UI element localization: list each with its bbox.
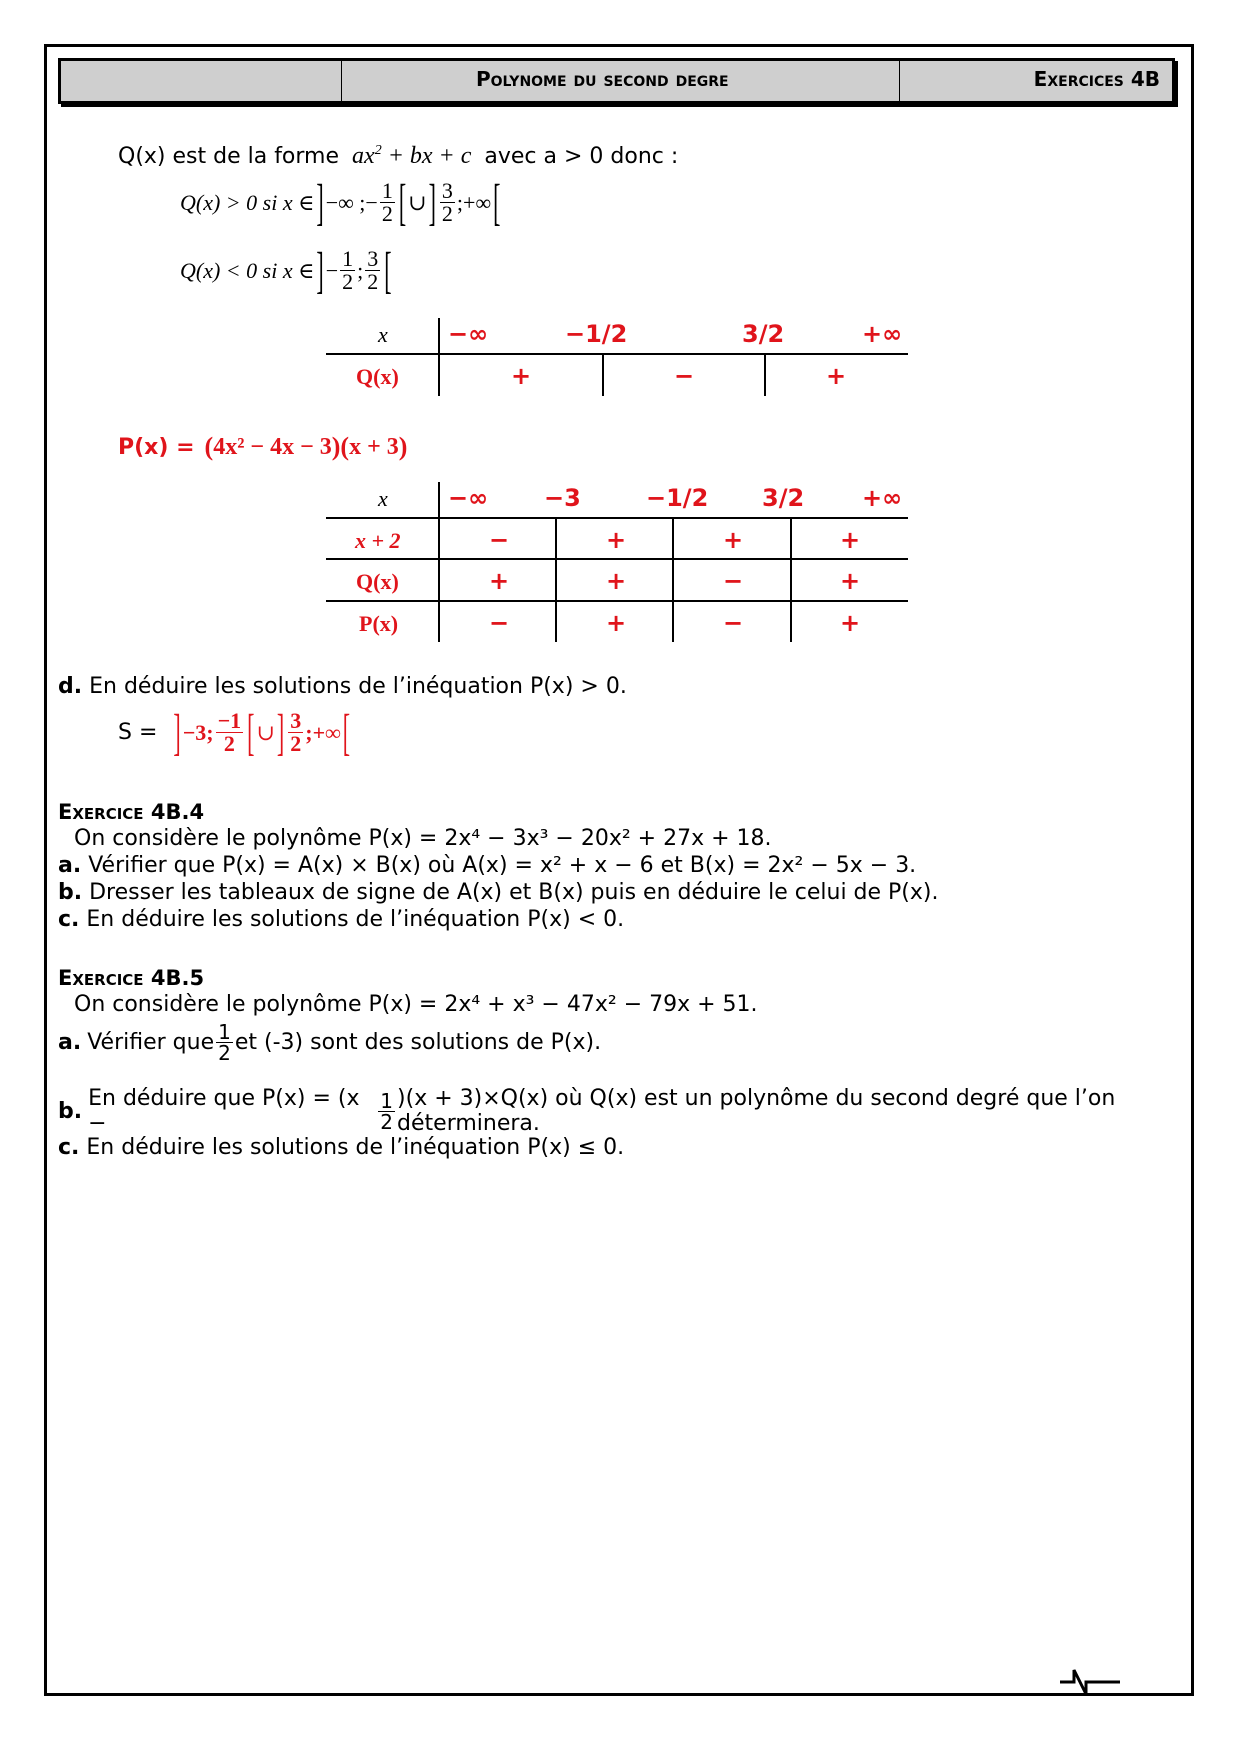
header-title: Polynome du second degre: [476, 67, 729, 91]
exercise-4b4-c: [58, 907, 624, 932]
p-factor-expr2: x + 3: [349, 433, 399, 460]
table2-sign: +: [840, 609, 861, 637]
frac-num: −1: [217, 708, 242, 733]
table2-sign: +: [489, 567, 510, 595]
table-rule: [326, 517, 908, 519]
page-header: [58, 58, 1175, 104]
question-letter: b.: [58, 1098, 83, 1124]
question-letter: a.: [58, 1030, 82, 1055]
table2-sign: −: [723, 609, 744, 637]
p-factor-label: P(x) =: [118, 434, 195, 460]
frac-num: 1: [381, 178, 393, 203]
solution-label: S =: [118, 720, 158, 745]
table-rule: [602, 355, 604, 396]
q-intro: [118, 143, 678, 170]
table-rule: [672, 519, 674, 642]
header-divider: [341, 61, 342, 101]
frac-den: 2: [223, 731, 235, 756]
question-text: En déduire les solutions de l’inéquation P(x) > 0.: [89, 674, 627, 699]
question-text: Vérifier que: [87, 1030, 215, 1055]
exercise-4b4-b: [58, 880, 938, 905]
table1-sign: +: [826, 362, 847, 390]
q-pos-part: −∞ ;−: [325, 189, 378, 215]
corner-mark-icon: [1060, 1666, 1120, 1696]
exercise-4b4-a: [58, 853, 916, 878]
table2-sign: +: [606, 609, 627, 637]
frac-num: 1: [342, 246, 354, 271]
question-text: )(x + 3)×Q(x) où Q(x) est un polynôme du second degré que l’on déterminera.: [397, 1086, 1116, 1136]
exercise-4b5-c: [58, 1135, 624, 1160]
table1-x-label: x: [378, 322, 388, 347]
table2-sign: +: [606, 567, 627, 595]
q-intro-prefix: Q(x) est de la forme: [118, 144, 340, 169]
frac-num: 3: [367, 246, 379, 271]
union-symbol: ∪: [256, 719, 275, 745]
q-negative-line: Q(x) < 0 si x ∈ ] − $\frac{1}{2}$ ; $\frac{3}{2}$ [: [180, 240, 392, 299]
table2-x-value: +∞: [862, 484, 903, 512]
table2-x-value: 3/2: [762, 484, 805, 512]
table2-sign: +: [840, 567, 861, 595]
exercise-4b4-intro: On considère le polynôme P(x) = 2x⁴ − 3x³ − 20x² + 27x + 18.: [74, 826, 772, 851]
q-neg-label: Q(x) < 0 si x ∈: [180, 257, 315, 283]
frac-num: 3: [441, 178, 453, 203]
table1-sign: +: [511, 362, 532, 390]
table-rule: [326, 353, 908, 355]
question-letter: c.: [58, 1135, 80, 1160]
table-rule: [438, 482, 440, 642]
header-section: Exercices 4B: [1033, 67, 1160, 91]
question-text: Dresser les tableaux de signe de A(x) et B(x) puis en déduire le celui de P(x).: [89, 880, 939, 905]
table2-row-label: Q(x): [356, 569, 399, 594]
frac-num: 1: [380, 1088, 394, 1113]
p-factorization: P(x) = ( 4x² − 4x − 3 )( x + 3 ): [118, 432, 408, 461]
table2-sign: −: [489, 609, 510, 637]
frac-num: 3: [290, 708, 302, 733]
table-rule: [438, 318, 440, 396]
table-rule: [326, 600, 908, 602]
question-text: En déduire les solutions de l’inéquation P(x) < 0.: [86, 907, 625, 932]
frac-den: 2: [441, 201, 453, 226]
solution-set: ] −3; $\frac{-1}{2}$ [ ∪ ] $\frac{3}{2}$ ;+∞ [: [173, 702, 351, 761]
frac-den: 2: [218, 1041, 231, 1065]
table1-x-value: 3/2: [742, 320, 785, 348]
frac-den: 2: [342, 269, 354, 294]
table2-sign: −: [489, 526, 510, 554]
exercise-4b4-title: Exercice 4B.4: [58, 800, 205, 824]
union-symbol: ∪: [408, 189, 427, 215]
table2-sign: +: [606, 526, 627, 554]
q-pos-part: ;+∞: [456, 189, 492, 215]
table1-x-value: −∞: [448, 320, 489, 348]
header-divider: [899, 61, 900, 101]
table-rule: [326, 558, 908, 560]
table2-row-label: x + 2: [355, 528, 401, 553]
table2-x-value: −∞: [448, 484, 489, 512]
question-letter: a.: [58, 853, 82, 878]
question-letter: c.: [58, 907, 80, 932]
table-rule: [790, 519, 792, 642]
frac-den: 2: [290, 731, 302, 756]
table-rule: [764, 355, 766, 396]
table2-sign: −: [723, 567, 744, 595]
frac-num: 1: [218, 1020, 231, 1044]
table2-x-value: −3: [544, 484, 581, 512]
table-rule: [555, 519, 557, 642]
question-text: En déduire que P(x) = (x −: [88, 1086, 360, 1136]
q-intro-suffix: avec a > 0 donc :: [484, 144, 679, 169]
question-letter: b.: [58, 880, 83, 905]
q-form-formula: $ax^2$ + bx + c: [352, 143, 472, 169]
table1-x-value: −1/2: [565, 320, 628, 348]
solution-line: [118, 702, 352, 761]
frac-den: 2: [381, 201, 393, 226]
table2-row-label: P(x): [359, 611, 399, 636]
question-text: et (-3) sont des solutions de P(x).: [234, 1030, 602, 1055]
table2-sign: +: [723, 526, 744, 554]
table1-row-label: Q(x): [356, 364, 399, 389]
question-text: En déduire les solutions de l’inéquation P(x) ≤ 0.: [86, 1135, 625, 1160]
question-d: [58, 674, 627, 699]
table1-x-value: +∞: [862, 320, 903, 348]
exercise-4b5-title: Exercice 4B.5: [58, 966, 205, 990]
question-text: Vérifier que P(x) = A(x) × B(x) où A(x) = x² + x − 6 et B(x) = 2x² − 5x − 3.: [88, 853, 917, 878]
question-letter: d.: [58, 674, 83, 699]
table2-x-label: x: [378, 486, 388, 511]
solution-part: −3;: [182, 719, 214, 745]
q-positive-line: Q(x) > 0 si x ∈ ] −∞ ;− $\frac{1}{2}$ [ ∪ ] $\frac{3}{2}$ ;+∞ [: [180, 172, 501, 231]
table2-sign: +: [840, 526, 861, 554]
exercise-4b5-intro: On considère le polynôme P(x) = 2x⁴ + x³ − 47x² − 79x + 51.: [74, 992, 758, 1017]
exercise-4b5-a: [58, 1022, 601, 1063]
table2-x-value: −1/2: [646, 484, 709, 512]
frac-den: 2: [380, 1109, 394, 1134]
solution-part: ;+∞: [305, 719, 341, 745]
frac-den: 2: [367, 269, 379, 294]
p-factor-expr1: 4x² − 4x − 3: [213, 433, 332, 460]
table1-sign: −: [674, 362, 695, 390]
q-pos-label: Q(x) > 0 si x ∈: [180, 189, 315, 215]
exercise-4b5-b: [58, 1086, 1240, 1136]
q-neg-part: −: [325, 257, 339, 283]
